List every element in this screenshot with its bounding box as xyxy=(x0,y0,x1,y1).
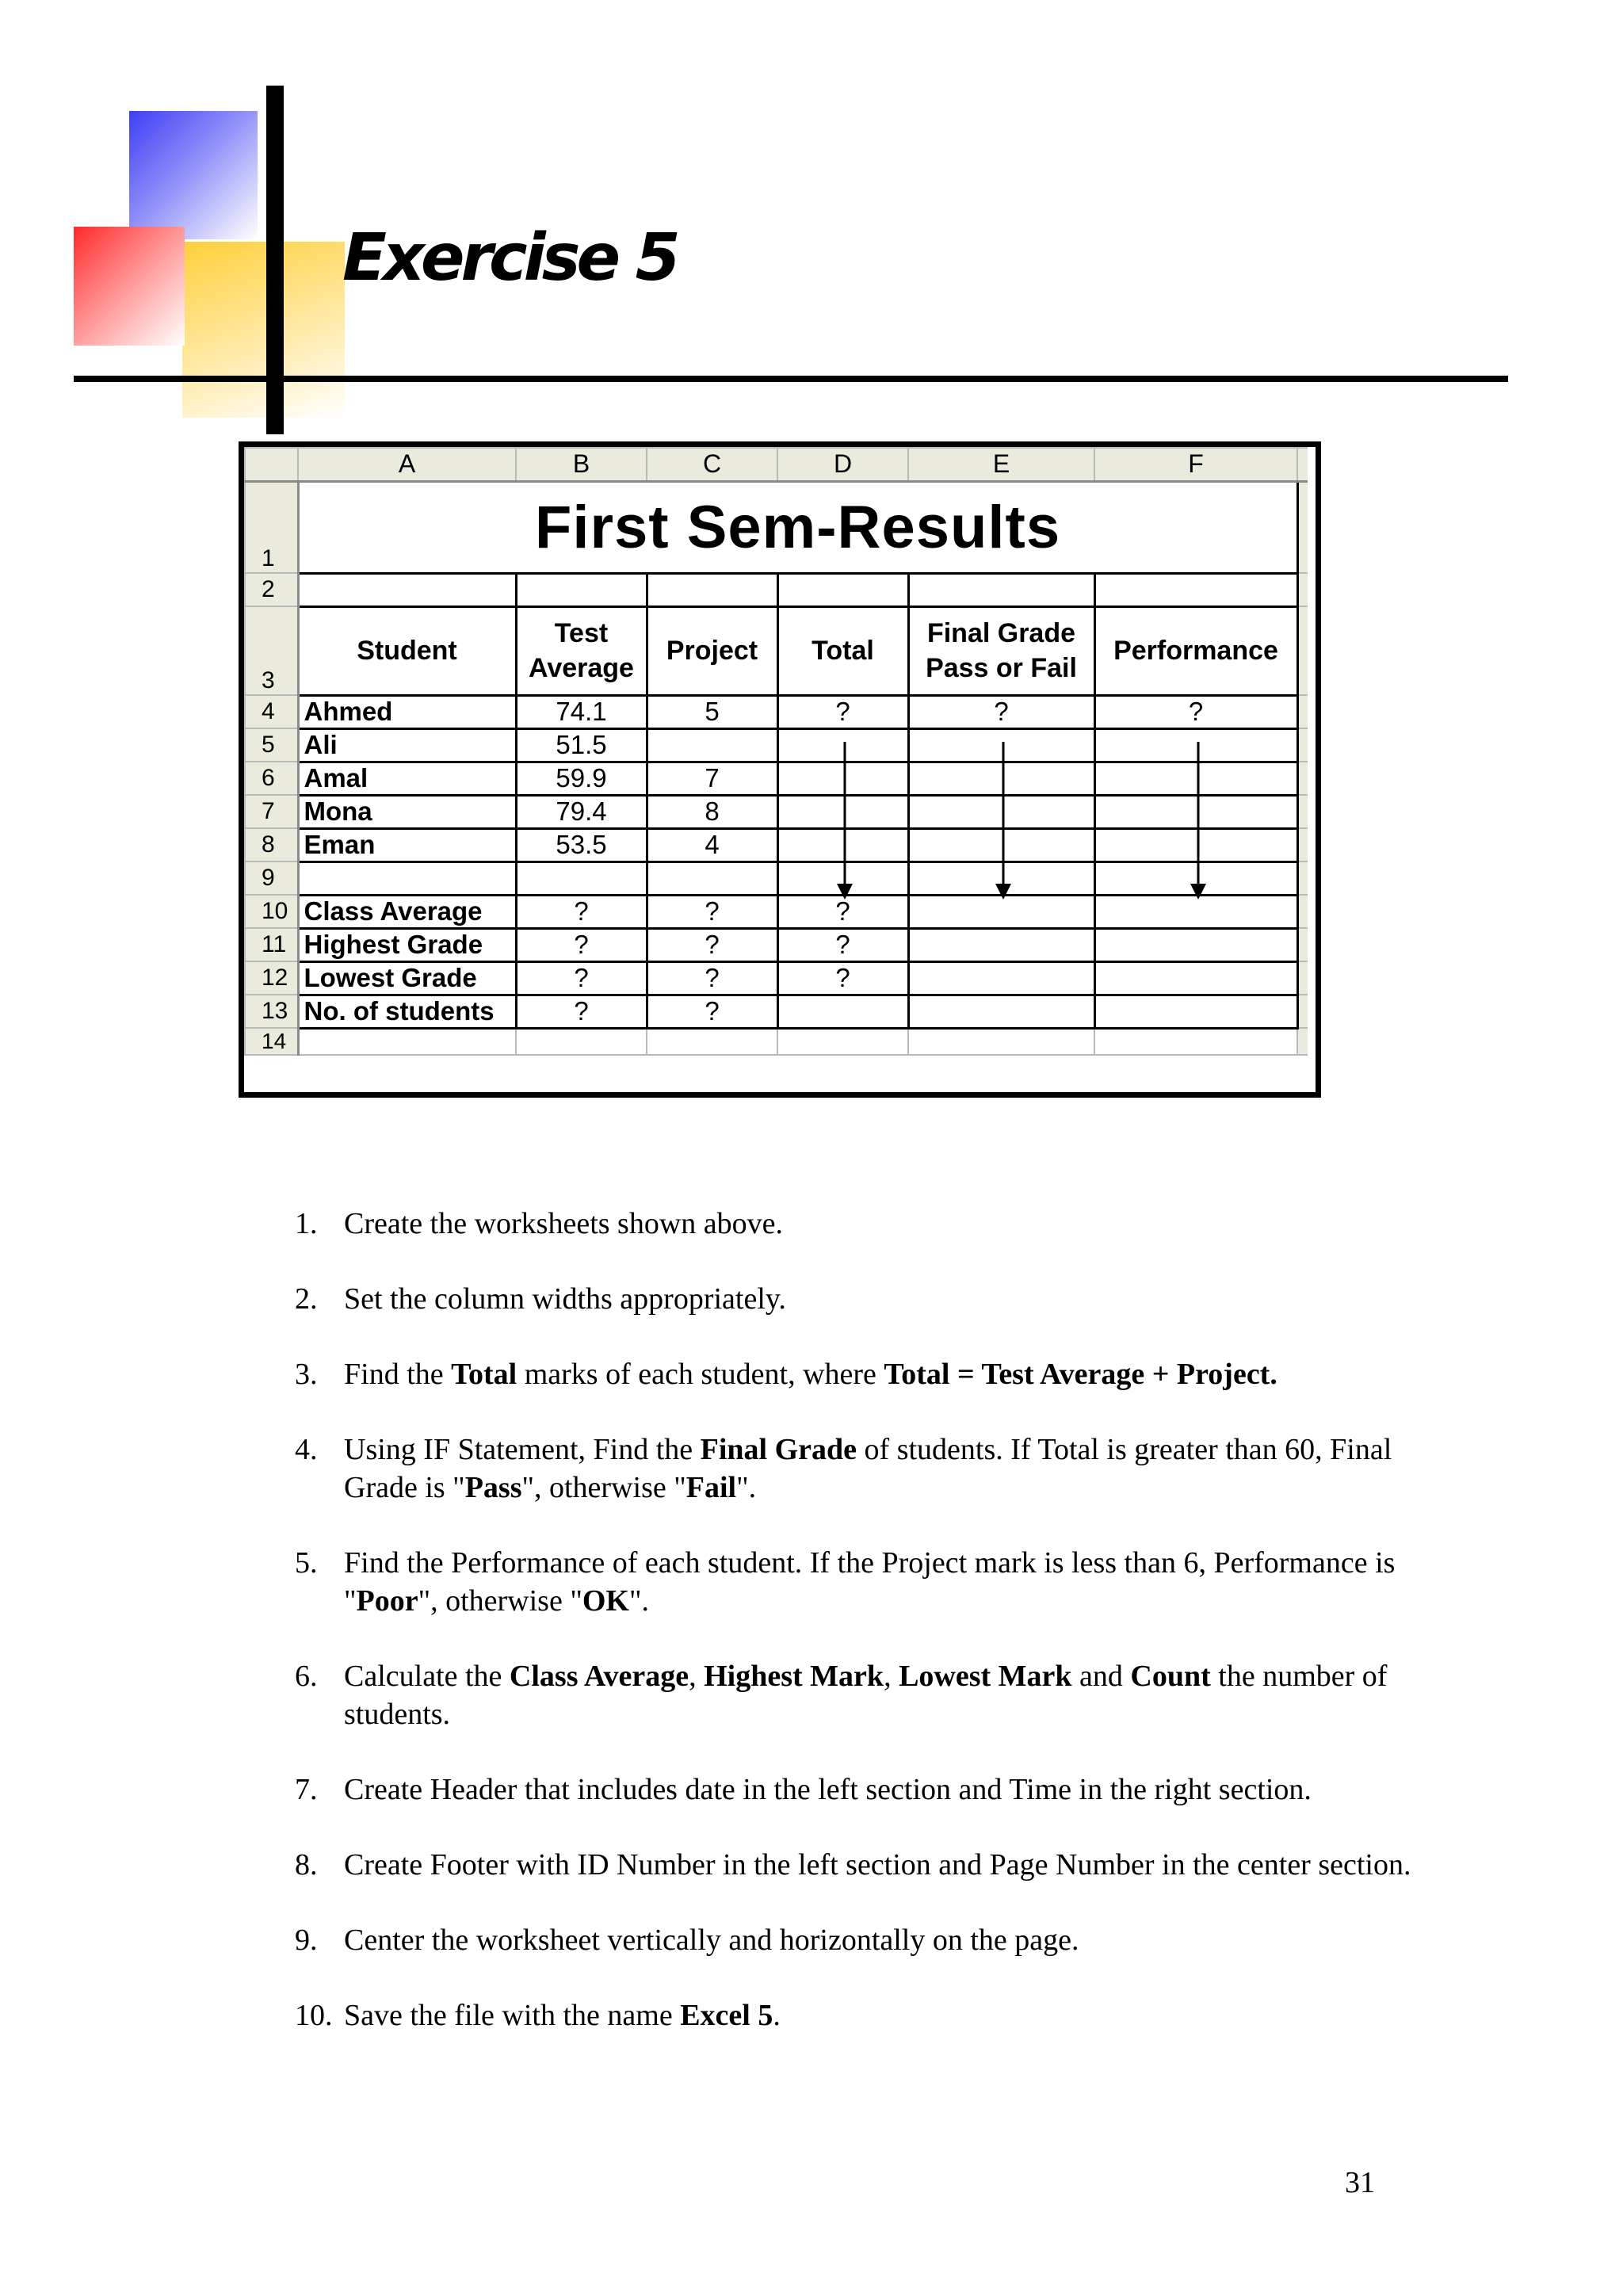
instruction-text: Create Header that includes date in the left section and Time in the right section. xyxy=(344,1773,1312,1806)
header-performance: Performance xyxy=(1094,606,1297,695)
instruction-text: Excel 5 xyxy=(680,1999,773,2032)
row-header: 9 xyxy=(245,861,298,895)
summary-label: Highest Grade xyxy=(298,928,516,961)
header-student: Student xyxy=(298,606,516,695)
instruction-item xyxy=(295,1846,1420,1884)
student-name: Ahmed xyxy=(298,695,516,728)
instruction-text: Find the xyxy=(344,1358,452,1391)
instruction-item xyxy=(295,1657,1420,1733)
header-line: Average xyxy=(529,653,634,683)
student-name: Eman xyxy=(298,828,516,861)
column-header-a: A xyxy=(298,448,516,481)
column-header-c: C xyxy=(647,448,777,481)
instruction-text: ". xyxy=(736,1471,757,1504)
instruction-list xyxy=(295,1205,1420,2072)
column-header-e: E xyxy=(908,448,1094,481)
final-grade-cell: ? xyxy=(908,695,1094,728)
performance-cell: ? xyxy=(1094,695,1297,728)
header-rule xyxy=(74,376,1508,382)
decor-yellow-square xyxy=(182,242,345,418)
project-cell: 7 xyxy=(647,762,777,795)
project-cell: 8 xyxy=(647,795,777,828)
header-line: Final Grade xyxy=(926,617,1076,648)
arrow-down-icon xyxy=(837,742,853,900)
project-cell: ? xyxy=(647,995,777,1028)
summary-label: Lowest Grade xyxy=(298,961,516,995)
decor-red-square xyxy=(74,227,185,346)
row-header: 12 xyxy=(245,961,298,995)
total-cell: ? xyxy=(777,928,908,961)
summary-label: No. of students xyxy=(298,995,516,1028)
instruction-number: 4. xyxy=(295,1433,318,1466)
instruction-text: Total xyxy=(451,1358,517,1391)
row-header: 14 xyxy=(245,1028,298,1055)
column-header-f: F xyxy=(1094,448,1297,481)
total-cell: ? xyxy=(777,961,908,995)
instruction-text: Lowest Mark xyxy=(899,1660,1072,1693)
instruction-text: Pass xyxy=(464,1471,522,1504)
instruction-text: Final Grade xyxy=(700,1433,857,1466)
instruction-text: of students. If Total is greater than 60, Final Grade is " xyxy=(344,1433,1392,1504)
column-header-b: B xyxy=(516,448,647,481)
summary-label: Class Average xyxy=(298,895,516,928)
student-name: Ali xyxy=(298,728,516,762)
header-project: Project xyxy=(647,606,777,695)
row-header: 4 xyxy=(245,695,298,728)
column-header-d: D xyxy=(777,448,908,481)
row-header: 5 xyxy=(245,728,298,762)
instruction-text: Center the worksheet vertically and horizontally on the page. xyxy=(344,1924,1079,1957)
project-cell: 5 xyxy=(647,695,777,728)
instruction-item xyxy=(295,1280,1420,1318)
instruction-text: Count xyxy=(1130,1660,1211,1693)
fill-down-arrows xyxy=(244,447,1316,1092)
test-average-cell: 74.1 xyxy=(516,695,647,728)
total-cell: ? xyxy=(777,895,908,928)
test-average-cell: ? xyxy=(516,961,647,995)
instruction-item xyxy=(295,1544,1420,1620)
test-average-cell: ? xyxy=(516,995,647,1028)
test-average-cell: ? xyxy=(516,895,647,928)
instruction-number: 10. xyxy=(295,1999,333,2032)
page-number: 31 xyxy=(1345,2166,1375,2199)
project-cell: ? xyxy=(647,928,777,961)
header-line: Pass or Fail xyxy=(926,653,1077,683)
decor-blue-square xyxy=(129,111,258,239)
row-header: 13 xyxy=(245,995,298,1028)
instruction-text: ", otherwise " xyxy=(521,1471,686,1504)
instruction-text: Find the Performance of each student. If the Project mark is less than 6, Performance is " xyxy=(344,1546,1396,1618)
test-average-cell: ? xyxy=(516,928,647,961)
arrow-down-icon xyxy=(995,742,1011,900)
project-cell: ? xyxy=(647,961,777,995)
instruction-item xyxy=(295,1205,1420,1243)
student-name: Mona xyxy=(298,795,516,828)
instruction-text: Calculate the xyxy=(344,1660,510,1693)
instruction-text: Save the file with the name xyxy=(344,1999,681,2032)
spreadsheet-image xyxy=(239,441,1321,1098)
instruction-number: 6. xyxy=(295,1660,318,1693)
row-header: 6 xyxy=(245,762,298,795)
instruction-number: 9. xyxy=(295,1924,318,1957)
instruction-text: . xyxy=(773,1999,781,2032)
project-cell: 4 xyxy=(647,828,777,861)
instruction-text: Poor xyxy=(356,1584,418,1618)
instruction-text: Fail xyxy=(685,1471,737,1504)
student-name: Amal xyxy=(298,762,516,795)
instruction-text: Set the column widths appropriately. xyxy=(344,1282,786,1316)
row-header: 2 xyxy=(245,573,298,606)
total-cell: ? xyxy=(777,695,908,728)
test-average-cell: 53.5 xyxy=(516,828,647,861)
instruction-item xyxy=(295,1921,1420,1959)
header-total: Total xyxy=(777,606,908,695)
instruction-text: Create Footer with ID Number in the left section and Page Number in the center section. xyxy=(344,1848,1411,1881)
instruction-item xyxy=(295,1771,1420,1809)
instruction-number: 8. xyxy=(295,1848,318,1881)
row-header: 11 xyxy=(245,928,298,961)
page-title: Exercise 5 xyxy=(342,220,677,296)
test-average-cell: 79.4 xyxy=(516,795,647,828)
instruction-text: ". xyxy=(628,1584,649,1618)
instruction-text: the number of students. xyxy=(344,1660,1388,1731)
instruction-item xyxy=(295,1996,1420,2034)
instruction-number: 7. xyxy=(295,1773,318,1806)
instruction-number: 5. xyxy=(295,1546,318,1580)
instruction-text: Class Average xyxy=(509,1660,689,1693)
row-header: 8 xyxy=(245,828,298,861)
test-average-cell: 51.5 xyxy=(516,728,647,762)
instruction-text: Create the worksheets shown above. xyxy=(344,1207,784,1240)
instruction-text: and xyxy=(1071,1660,1131,1693)
test-average-cell: 59.9 xyxy=(516,762,647,795)
project-cell: ? xyxy=(647,895,777,928)
instruction-number: 1. xyxy=(295,1207,318,1240)
instruction-text: OK xyxy=(582,1584,629,1618)
instruction-item xyxy=(295,1431,1420,1507)
sheet-title: First Sem-Results xyxy=(298,481,1297,573)
instruction-text: Using IF Statement, Find the xyxy=(344,1433,701,1466)
instruction-item xyxy=(295,1355,1420,1393)
instruction-text: marks of each student, where xyxy=(517,1358,884,1391)
instruction-text: Total = Test Average + Project. xyxy=(884,1358,1277,1391)
instruction-number: 2. xyxy=(295,1282,318,1316)
instruction-text: Highest Mark xyxy=(704,1660,884,1693)
instruction-text: , xyxy=(884,1660,899,1693)
row-header: 3 xyxy=(245,606,298,695)
instruction-number: 3. xyxy=(295,1358,318,1391)
row-header: 10 xyxy=(245,895,298,928)
instruction-text: , xyxy=(689,1660,705,1693)
instruction-text: ", otherwise " xyxy=(418,1584,582,1618)
header-line: Test xyxy=(554,617,609,648)
row-header: 1 xyxy=(245,481,298,573)
arrow-down-icon xyxy=(1190,742,1206,900)
decor-vertical-bar xyxy=(266,86,284,434)
row-header: 7 xyxy=(245,795,298,828)
